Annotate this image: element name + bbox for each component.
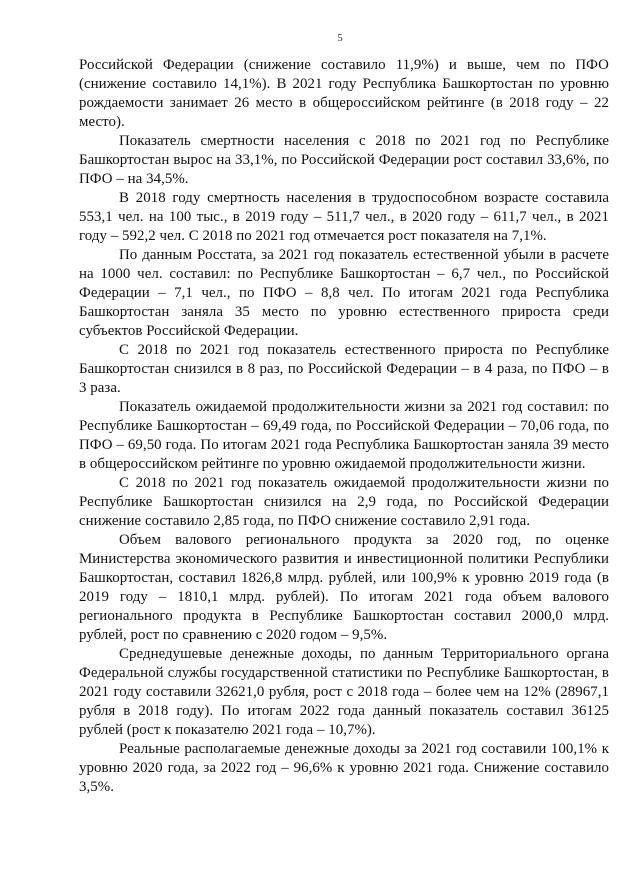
paragraph-life-expectancy-change: С 2018 по 2021 год показатель ожидаемой продолжительности жизни по Республике Башкортостан снизился на 2,9 года, по Российской Федерации снижение составило 2,85 года, по ПФО снижение составило 2,91 года. (79, 475, 609, 529)
paragraph-real-disposable-income: Реальные располагаемые денежные доходы за 2021 год составили 100,1% к уровню 2020 года, за 2022 год – 96,6% к уровню 2021 года. Снижение составило 3,5%. (79, 741, 609, 795)
paragraph-natural-growth-change: С 2018 по 2021 год показатель естественного прироста по Республике Башкортостан снизился в 8 раз, по Российской Федерации – в 4 раза, по ПФО – в 3 раза. (79, 342, 609, 396)
paragraph-grp: Объем валового регионального продукта за 2020 год, по оценке Министерства экономического развития и инвестиционной политики Республики Башкортостан, составил 1826,8 млрд. рублей, или 100,9% к уровню 2019 года (в 2019 году – 1810,1 млрд. рублей). По итогам 2021 года объем валового регионального продукта в Республике Башкортостан составил 2000,0 млрд. рублей, рост по сравнению с 2020 годом – 9,5%. (79, 532, 609, 643)
paragraph-life-expectancy: Показатель ожидаемой продолжительности жизни за 2021 год составил: по Республике Башкортостан – 69,49 года, по Российской Федерации – 70,06 года, по ПФО – 69,50 года. По итогам 2021 года Республика Башкортостан заняла 39 место в общероссийском рейтинге по уровню ожидаемой продолжительности жизни. (79, 399, 609, 472)
paragraph-working-age-mortality: В 2018 году смертность населения в трудоспособном возрасте составила 553,1 чел. на 100 тыс., в 2019 году – 511,7 чел., в 2020 году – 611,7 чел., в 2021 году – 592,2 чел. С 2018 по 2021 год отмечается рост показателя на 7,1%. (79, 190, 609, 244)
page-number: 5 (337, 32, 343, 44)
paragraph-natural-decline: По данным Росстата, за 2021 год показатель естественной убыли в расчете на 1000 чел. составил: по Республике Башкортостан – 6,7 чел., по Российской Федерации – 7,1 чел., по ПФО – 8,8 чел. По итогам 2021 года Республика Башкортостан заняла 35 место по уровню естественного прироста среди субъектов Российской Федерации. (79, 247, 609, 339)
paragraph-per-capita-income: Среднедушевые денежные доходы, по данным Территориального органа Федеральной службы государственной статистики по Республике Башкортостан, в 2021 году составили 32621,0 рубля, рост с 2018 года – более чем на 12% (28967,1 рубля в 2018 году). По итогам 2022 года данный показатель составил 36125 рублей (рост к показателю 2021 года – 10,7%). (79, 646, 609, 738)
document-body (79, 56, 609, 797)
paragraph-birthrate-continued: Российской Федерации (снижение составило 11,9%) и выше, чем по ПФО (снижение составило 14,1%). В 2021 году Республика Башкортостан по уровню рождаемости занимает 26 место в общероссийском рейтинге (в 2018 году – 22 место). (79, 57, 609, 130)
paragraph-mortality: Показатель смертности населения с 2018 по 2021 год по Республике Башкортостан вырос на 33,1%, по Российской Федерации рост составил 33,6%, по ПФО – на 34,5%. (79, 133, 609, 187)
